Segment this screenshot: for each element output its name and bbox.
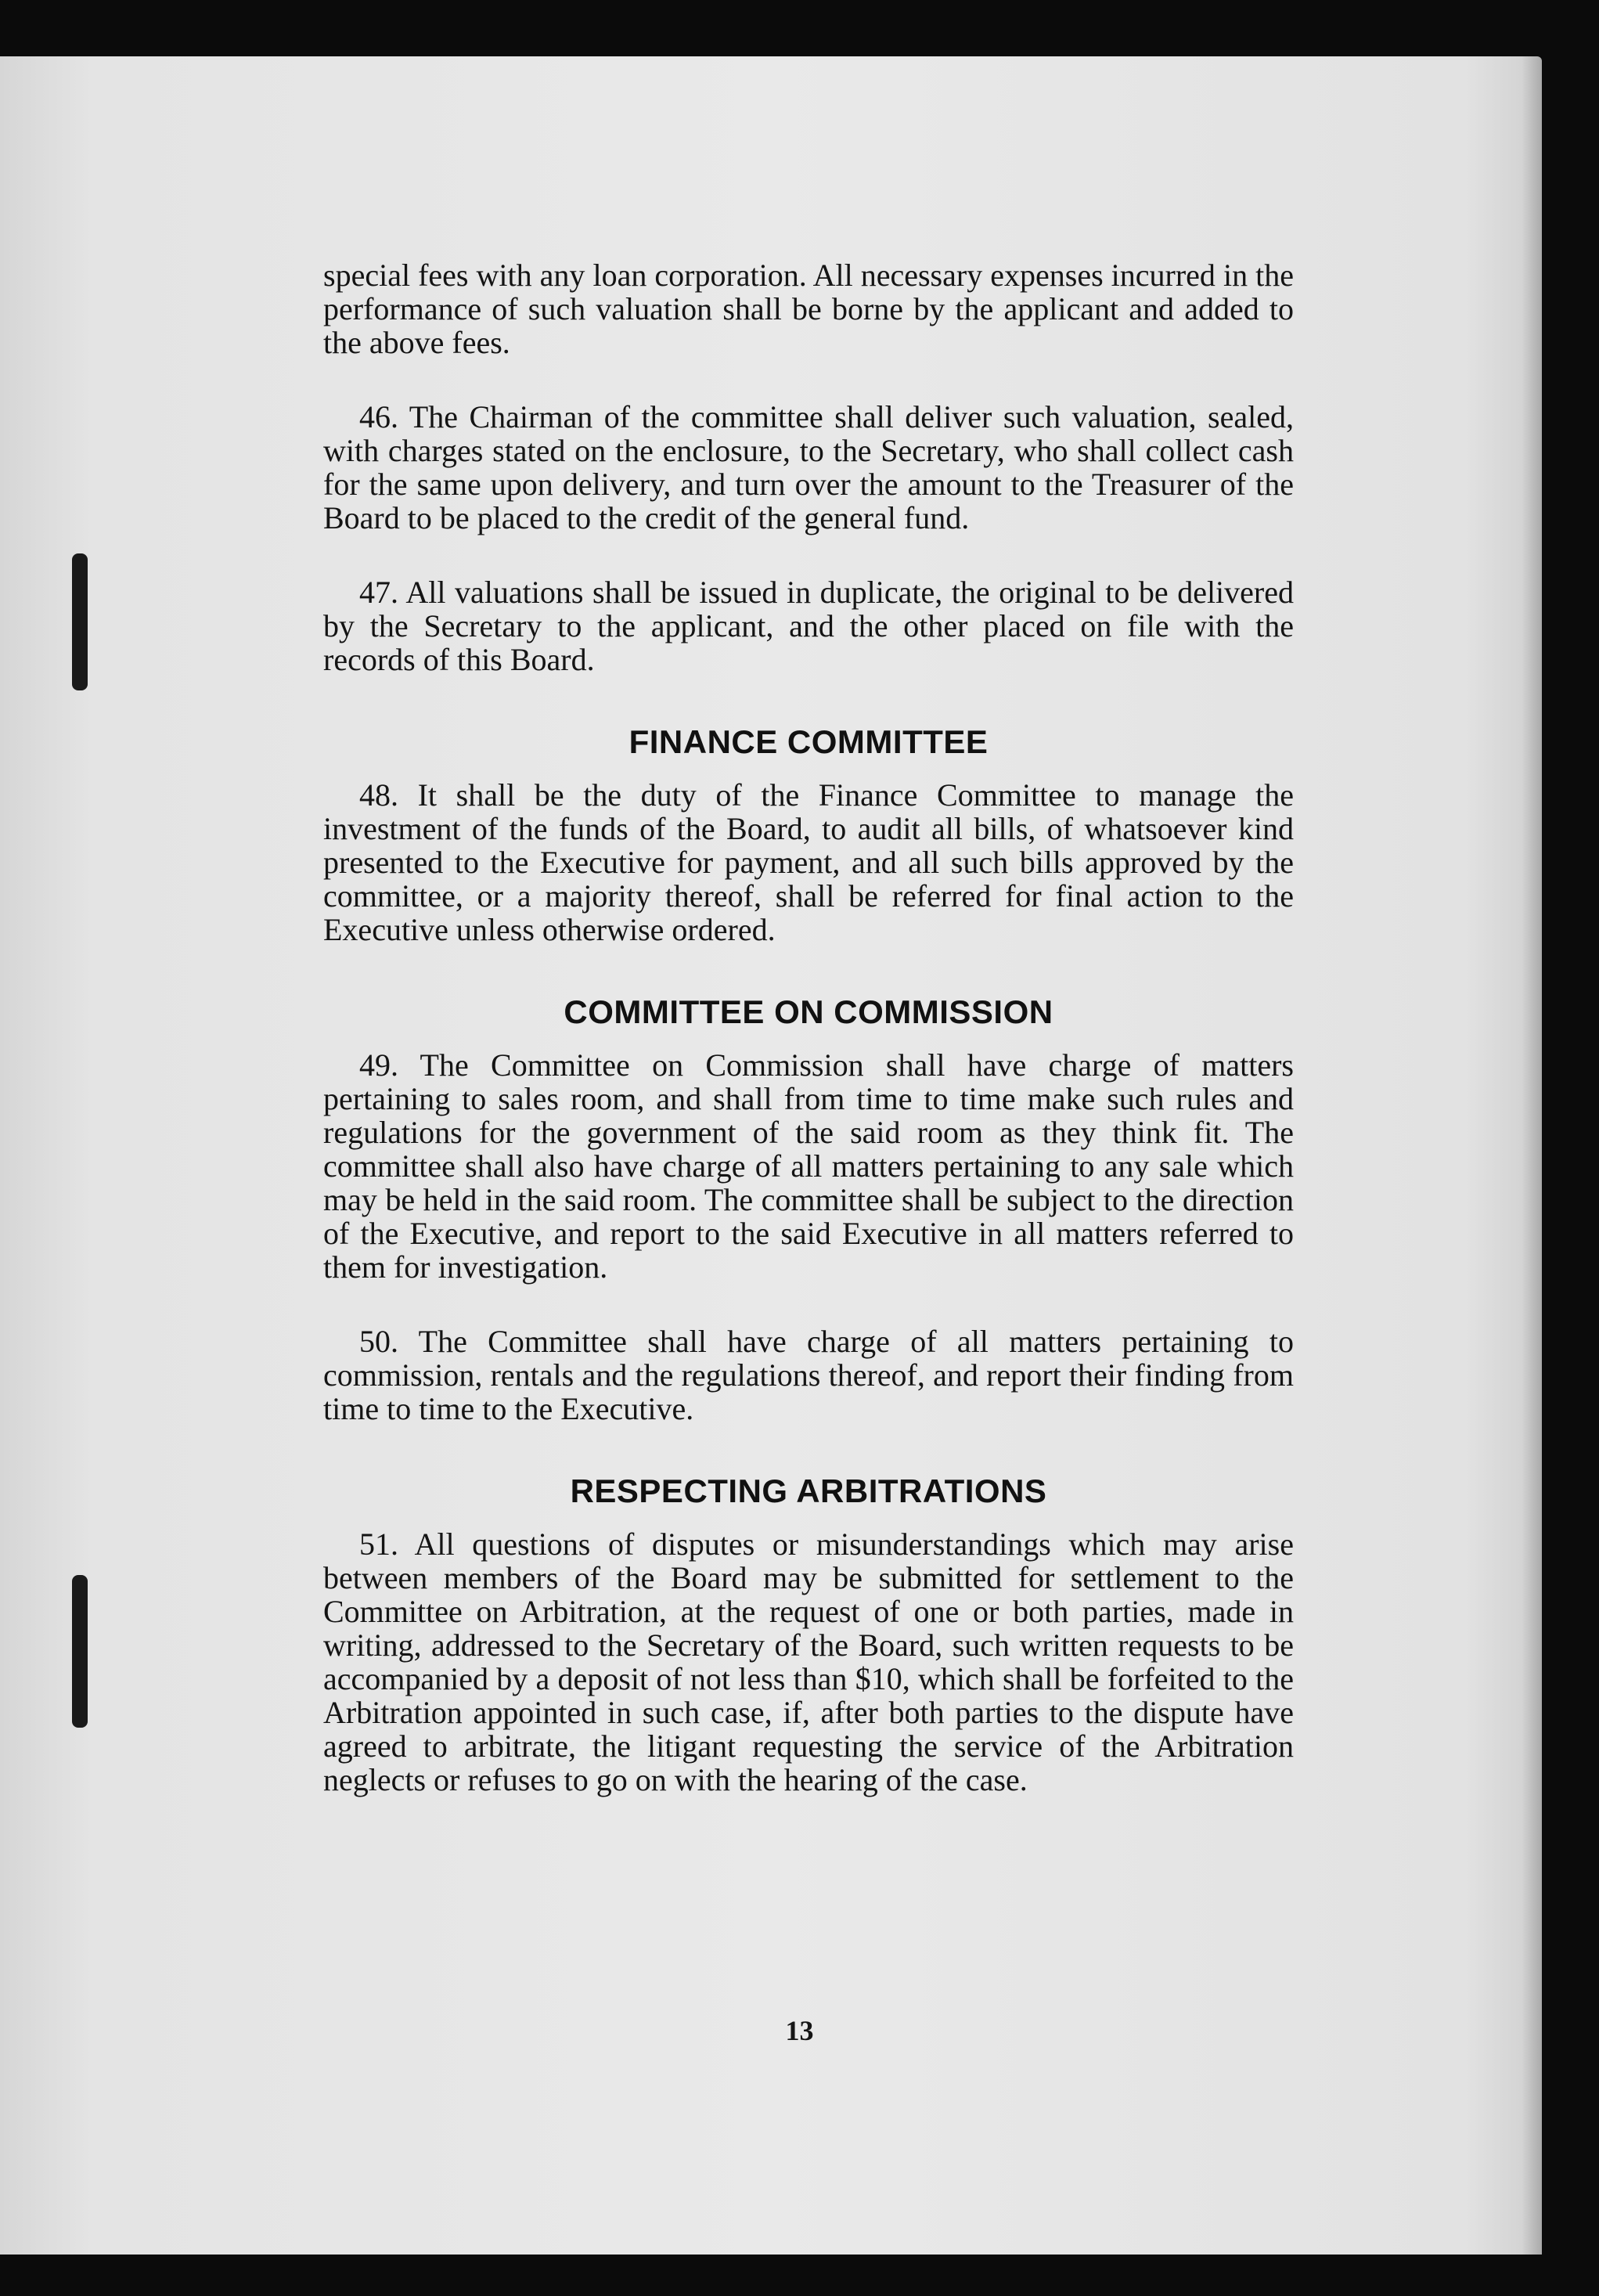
paragraph-continuation: special fees with any loan corporation. All necessary expenses incurred in the performance of such valuation shall be borne by the applicant and added to the above fees. [323, 258, 1294, 360]
heading-committee-on-commission: COMMITTEE ON COMMISSION [564, 993, 1053, 1030]
binding-mark-bottom [72, 1575, 88, 1728]
paragraph-47: 47. All valuations shall be issued in duplicate, the original to be delivered by the Secretary to the applicant, and the other placed on file with the records of this Board. [323, 575, 1294, 677]
page-edge-shadow [1522, 56, 1542, 2255]
paragraph-51: 51. All questions of disputes or misunderstandings which may arise between members of the Board may be submitted for settlement to the Committee on Arbitration, at the request of one or both parties, made in writing, addressed to the Secretary of the Board, such written requests to be accompanied by a deposit of not less than $10, which shall be forfeited to the Arbitration appointed in such case, if, after both parties to the dispute have agreed to arbitrate, the litigant requesting the service of the Arbitration neglects or refuses to go on with the hearing of the case. [323, 1526, 1294, 1797]
paragraph-46: 46. The Chairman of the committee shall deliver such valuation, sealed, with charges stated on the enclosure, to the Secretary, who shall collect cash for the same upon delivery, and turn over the amount to the Treasurer of the Board to be placed to the credit of the general fund. [323, 399, 1294, 535]
paragraph-50: 50. The Committee shall have charge of all matters pertaining to commission, rentals and the regulations thereof, and report their finding from time to time to the Executive. [323, 1324, 1294, 1426]
binding-mark-top [72, 553, 88, 690]
paragraph-48: 48. It shall be the duty of the Finance Committee to manage the investment of the funds of the Board, to audit all bills, of whatsoever kind presented to the Executive for payment, and all such bills approved by the committee, or a majority thereof, shall be referred for final action to the Executive unless otherwise ordered. [323, 777, 1294, 947]
page-number: 13 [785, 2015, 814, 2046]
page-content [323, 258, 1294, 1797]
paragraph-49: 49. The Committee on Commission shall have charge of matters pertaining to sales room, and shall from time to time make such rules and regulations for the government of the said room as they think fit. The committee shall also have charge of all matters pertaining to any sale which may be held in the said room. The committee shall be subject to the direction of the Executive, and report to the said Executive in all matters referred to them for investigation. [323, 1047, 1294, 1285]
heading-respecting-arbitrations: RESPECTING ARBITRATIONS [570, 1472, 1047, 1509]
heading-finance-committee: FINANCE COMMITTEE [628, 723, 989, 760]
